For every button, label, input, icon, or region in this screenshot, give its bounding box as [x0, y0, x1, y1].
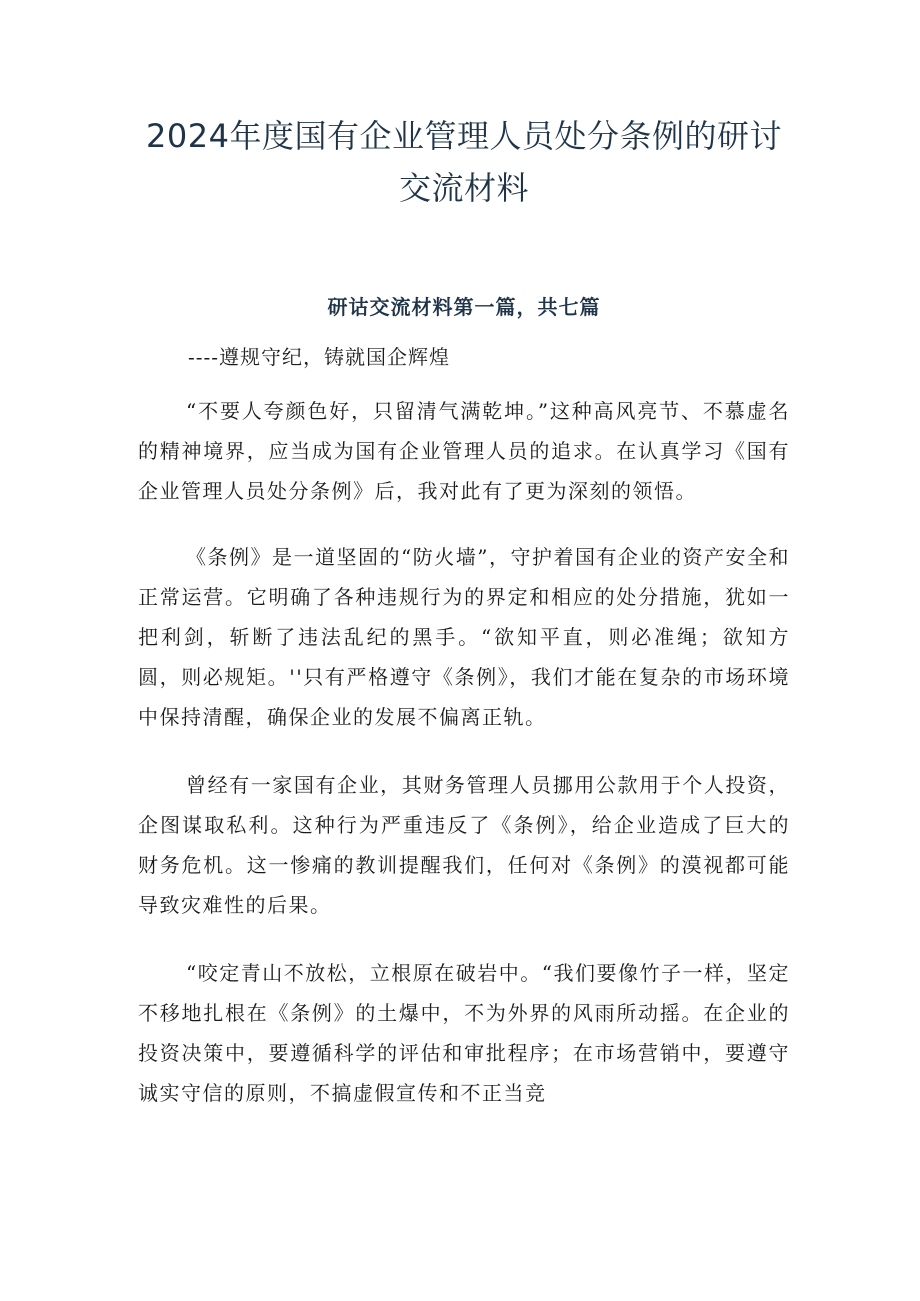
document-title: 2024年度国有企业管理人员处分条例的研讨交流材料: [146, 117, 782, 207]
document-subtitle: ----遵规守纪，铸就国企辉煌: [188, 345, 451, 369]
paragraph-4: “咬定青山不放松，立根原在破岩中。“我们要像竹子一样，坚定不移地扎根在《条例》的土爆中，不为外界的风雨所动摇。在企业的投资决策中，要遵循科学的评估和审批程序；在市场营销中，要遵守诚实守信的原则，不搞虚假宣传和不正当竞: [138, 961, 790, 1105]
paragraph-2: 《条例》是一道坚固的“防火墙”，守护着国有企业的资产安全和正常运营。它明确了各种违规行为的界定和相应的处分措施，犹如一把利剑，斩断了违法乱纪的黑手。“欲知平直，则必准绳；欲知方圆，则必规矩。''只有严格遵守《条例》，我们才能在复杂的市场环境中保持清醒，确保企业的发展不偏离正轨。: [138, 545, 790, 729]
section-heading: 研诂交流材料第一篇，共七篇: [327, 295, 601, 319]
paragraph-1: “不要人夸颜色好，只留清气满乾坤。”这种高风亮节、不慕虚名的精神境界，应当成为国有企业管理人员的追求。在认真学习《国有企业管理人员处分条例》后，我对此有了更为深刻的领悟。: [138, 399, 790, 503]
paragraph-3: 曾经有一家国有企业，其财务管理人员挪用公款用于个人投资，企图谋取私利。这种行为严重违反了《条例》，给企业造成了巨大的财务危机。这一惨痛的教训提醒我们，任何对《条例》的漠视都可能导致灾难性的后果。: [138, 773, 790, 917]
